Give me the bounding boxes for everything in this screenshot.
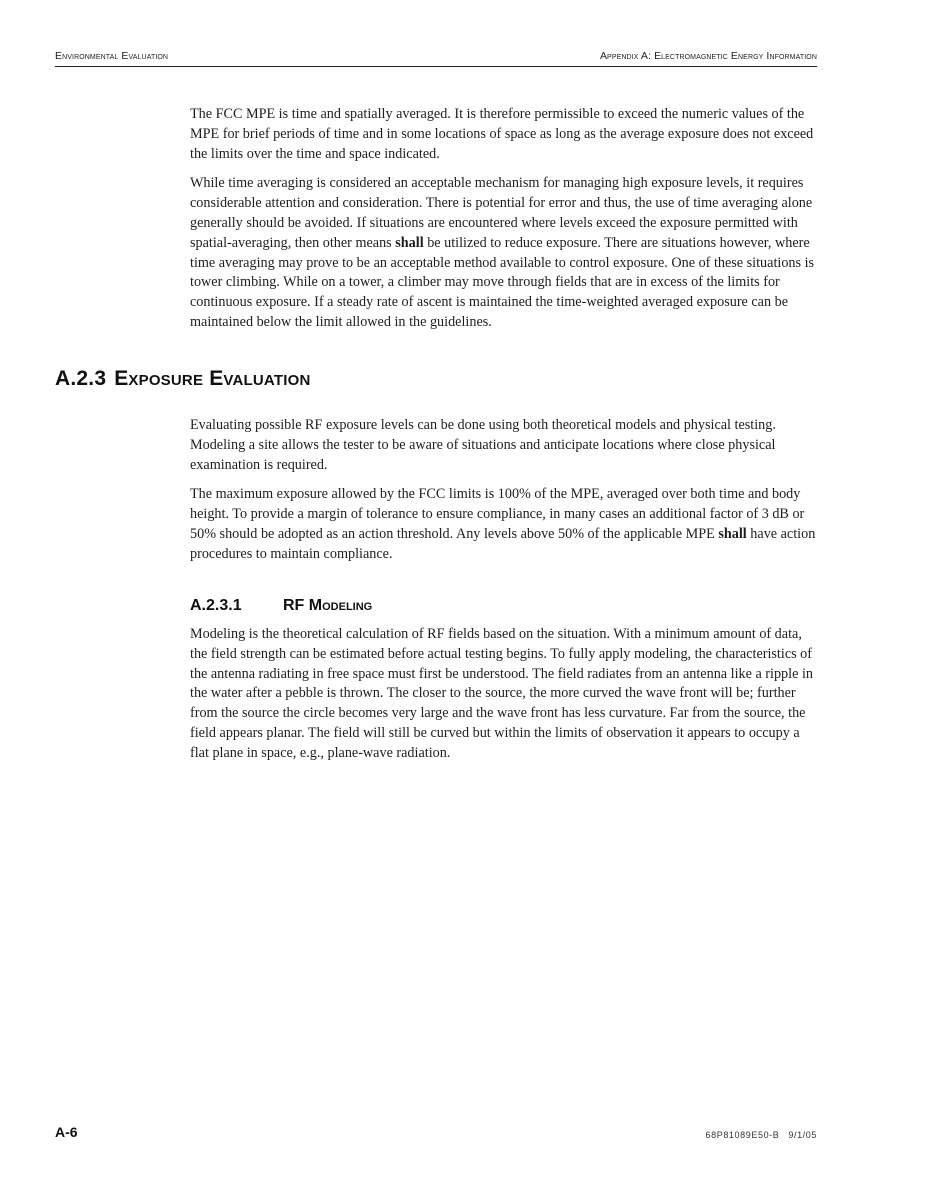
section-paragraph-2 [190, 485, 816, 564]
document-id [706, 1130, 817, 1140]
subsection-title: RF Modeling [283, 597, 373, 614]
section-p2-text-end: have action procedures to maintain compliance. [190, 525, 816, 562]
subsection-paragraph-1: Modeling is the theoretical calculation of RF fields based on the situation. With a minimum amount of data, the field strength can be estimated before actual testing begins. To fully apply modeling, the characteristics of the antenna radiating in free space must first be understood. The field radiates from an antenna like a ripple in the water after a pebble is thrown. The closer to the source, the more curved the wave front will be; further from the source the circle becomes very large and the wave front has less curvature. Far from the source, the field appears planar. The field will still be curved but within the limits of observation it appears to occupy a flat plane in space, e.g., plane-wave radiation. [190, 626, 813, 761]
section-title: Exposure Evaluation [114, 367, 311, 390]
document-date: 9/1/05 [788, 1130, 817, 1140]
document-number: 68P81089E50-B [705, 1130, 780, 1140]
section-p2-text-start: The maximum exposure allowed by the FCC limits is 100% of the MPE, averaged over both time and body height. To provide a margin of tolerance to ensure compliance, in many cases an additional factor of 3 dB or 50% should be adopted as an action threshold. Any levels above 50% of the applicable MPE [190, 486, 805, 542]
intro-p2-emphasis: shall [395, 234, 424, 251]
intro-paragraph-2 [190, 174, 816, 332]
page-number: A-6 [55, 1124, 78, 1140]
section-p2-emphasis: shall [718, 525, 747, 542]
header-chapter-title: Environmental Evaluation [55, 50, 169, 62]
page-header [55, 48, 817, 67]
section-text-block [190, 416, 816, 575]
intro-p2-text-end: be utilized to reduce exposure. There are situations however, where time averaging may prove to be an acceptable method available to control exposure. One of these situations is tower climbing. While on a tower, a climber may move through fields that are in excess of the limits for continuous exposure. If a steady rate of ascent is maintained the time-weighted averaged exposure can be maintained below the limit allowed in the guidelines. [190, 234, 815, 330]
section-number: A.2.3 [55, 367, 107, 390]
section-heading [55, 367, 310, 391]
intro-text-block [190, 105, 816, 343]
intro-p2-text-start: While time averaging is considered an acceptable mechanism for managing high exposure levels, it requires considerable attention and consideration. There is potential for error and thus, the use of time averaging alone generally should be avoided. If situations are encountered where levels exceed the exposure permitted with spatial-averaging, then other means [190, 175, 813, 251]
subsection-heading [190, 597, 372, 615]
intro-paragraph-1: The FCC MPE is time and spatially averaged. It is therefore permissible to exceed the numeric values of the MPE for brief periods of time and in some locations of space as long as the average exposure does not exceed the limits over the time and space indicated. [190, 106, 814, 162]
section-paragraph-1: Evaluating possible RF exposure levels can be done using both theoretical models and physical testing. Modeling a site allows the tester to be aware of situations and anticipate locations where close physical examination is required. [190, 417, 776, 473]
subsection-text-block [190, 625, 816, 774]
subsection-number: A.2.3.1 [190, 597, 242, 614]
header-appendix-title: Appendix A: Electromagnetic Energy Information [599, 50, 817, 62]
